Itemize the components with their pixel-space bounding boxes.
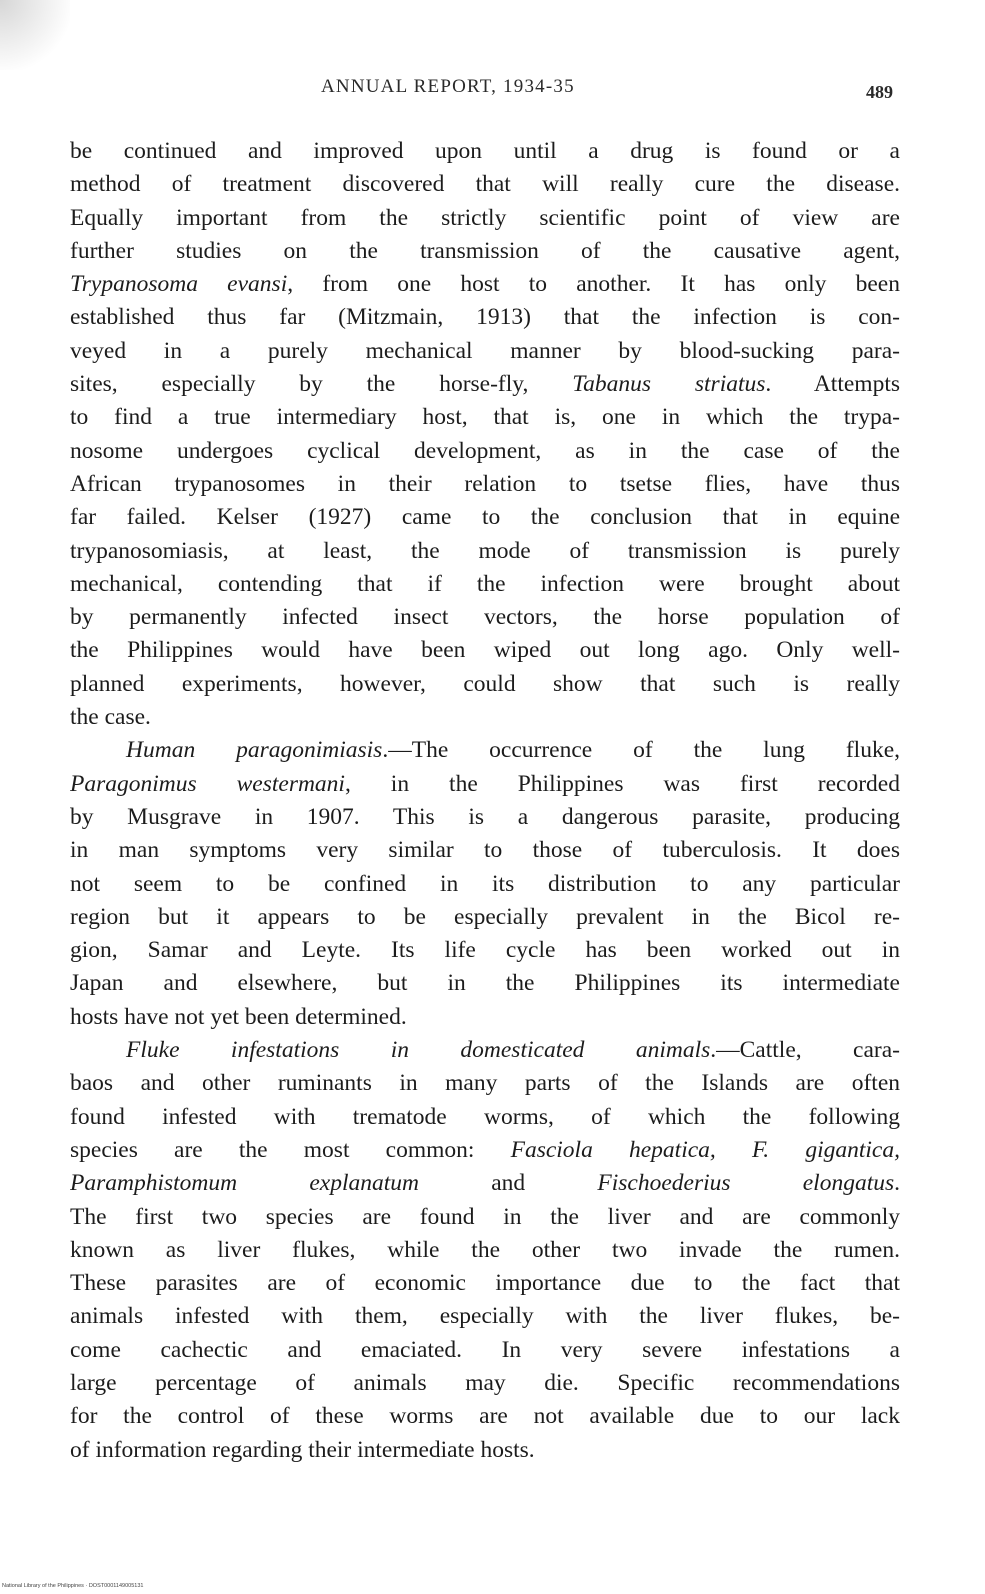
text-run: region but it appears to be especially prevalent in the Bicol re- — [70, 903, 900, 930]
text-run: . — [894, 1170, 900, 1197]
text-line — [70, 1134, 900, 1167]
text-run: trypanosomiasis, at least, the mode of transmission is purely — [70, 537, 900, 564]
text-run: method of treatment discovered that will really cure the disease. — [70, 171, 900, 198]
paragraph-human-paragonimiasis — [70, 734, 900, 1034]
page-number: 489 — [866, 82, 893, 102]
footer-credit: National Library of the Philippines · DOST0001149005131 — [2, 1583, 144, 1589]
text-run: planned experiments, however, could show that such is really — [70, 670, 900, 697]
text-line — [70, 501, 900, 534]
text-run: come cachectic and emaciated. In very severe infestations a — [70, 1336, 900, 1363]
text-run: . Attempts — [765, 371, 900, 398]
text-run: to find a true intermediary host, that is, one in which the trypa- — [70, 404, 900, 431]
text-line — [70, 868, 900, 901]
text-run: far failed. Kelser (1927) came to the conclusion that in equine — [70, 504, 900, 531]
italic-text-run: Trypanosoma evansi — [70, 271, 288, 298]
text-line — [70, 202, 900, 235]
text-run: and — [418, 1170, 598, 1197]
paragraph-fluke-infestations — [70, 1034, 900, 1467]
text-line — [70, 1267, 900, 1300]
text-run: hosts have not yet been determined. — [70, 1003, 407, 1030]
text-run: the Philippines would have been wiped out long ago. Only well- — [70, 637, 900, 664]
text-line — [70, 668, 900, 701]
text-line — [70, 1201, 900, 1234]
text-run: found infested with trematode worms, of which the following — [70, 1103, 900, 1130]
scan-corner-shadow — [0, 0, 70, 70]
text-run: African trypanosomes in their relation to tsetse flies, have thus — [70, 470, 900, 497]
italic-text-run: Fluke infestations in domesticated animals — [126, 1037, 711, 1064]
text-run: large percentage of animals may die. Specific recommendations — [70, 1369, 900, 1396]
running-head: ANNUAL REPORT, 1934-35 — [321, 76, 575, 97]
italic-text-run: Fasciola hepatica, F. gigantica, — [510, 1136, 900, 1163]
text-run: , from one host to another. It has only been — [287, 271, 900, 298]
italic-text-run: Paragonimus westermani — [70, 770, 345, 797]
text-run: baos and other ruminants in many parts of the Islands are often — [70, 1070, 900, 1097]
italic-text-run: Tabanus striatus — [572, 371, 766, 398]
text-run: animals infested with them, especially with the liver flukes, be- — [70, 1303, 900, 1330]
text-line — [70, 768, 900, 801]
text-line — [70, 1067, 900, 1100]
italic-text-run: Paramphistomum explanatum — [70, 1170, 419, 1197]
text-run: in man symptoms very similar to those of tuberculosis. It does — [70, 837, 900, 864]
text-line — [70, 135, 900, 168]
text-line — [70, 934, 900, 967]
text-run: established thus far (Mitzmain, 1913) that the infection is con- — [70, 304, 900, 331]
text-line — [70, 335, 900, 368]
text-line — [70, 1300, 900, 1333]
text-line — [70, 967, 900, 1000]
text-run: .—The occurrence of the lung fluke, — [382, 737, 900, 764]
paragraph-trypanosomiasis — [70, 135, 900, 734]
text-run: Equally important from the strictly scientific point of view are — [70, 204, 900, 231]
text-run: by Musgrave in 1907. This is a dangerous parasite, producing — [70, 803, 900, 830]
text-line — [70, 1434, 900, 1467]
text-run: The first two species are found in the liver and are commonly — [70, 1203, 900, 1230]
text-line — [70, 435, 900, 468]
text-line — [70, 834, 900, 867]
text-run: known as liver flukes, while the other two invade the rumen. — [70, 1236, 900, 1263]
text-line — [70, 601, 900, 634]
text-line — [70, 734, 900, 767]
text-line — [70, 468, 900, 501]
text-run: These parasites are of economic importance due to the fact that — [70, 1270, 900, 1297]
text-run: species are the most common: — [70, 1136, 511, 1163]
text-line — [70, 401, 900, 434]
italic-text-run: Human paragonimiasis — [126, 737, 383, 764]
text-line — [70, 1167, 900, 1200]
text-line — [70, 301, 900, 334]
text-run: mechanical, contending that if the infection were brought about — [70, 570, 900, 597]
text-run: Japan and elsewhere, but in the Philippines its intermediate — [70, 970, 900, 997]
text-line — [70, 368, 900, 401]
text-run: , in the Philippines was first recorded — [344, 770, 900, 797]
text-line — [70, 701, 900, 734]
text-line — [70, 168, 900, 201]
text-run: gion, Samar and Leyte. Its life cycle has been worked out in — [70, 937, 900, 964]
text-line — [70, 1334, 900, 1367]
text-line — [70, 1400, 900, 1433]
text-line — [70, 268, 900, 301]
text-line — [70, 1367, 900, 1400]
text-line — [70, 568, 900, 601]
italic-text-run: Fischoederius elongatus — [597, 1170, 895, 1197]
body-text — [70, 135, 900, 1467]
text-line — [70, 535, 900, 568]
text-run: be continued and improved upon until a drug is found or a — [70, 138, 900, 164]
text-run: of information regarding their intermediate hosts. — [70, 1436, 535, 1463]
text-line — [70, 1234, 900, 1267]
text-run: by permanently infected insect vectors, the horse population of — [70, 604, 900, 631]
text-line — [70, 1101, 900, 1134]
text-line — [70, 801, 900, 834]
text-line — [70, 1001, 900, 1034]
text-line — [70, 901, 900, 934]
text-run: for the control of these worms are not available due to our lack — [70, 1403, 900, 1430]
text-line — [70, 634, 900, 667]
text-run: veyed in a purely mechanical manner by blood-sucking para- — [70, 337, 900, 364]
text-line — [70, 1034, 900, 1067]
text-run: nosome undergoes cyclical development, as in the case of the — [70, 437, 900, 464]
text-run: sites, especially by the horse-fly, — [70, 371, 573, 398]
text-run: .—Cattle, cara- — [710, 1037, 900, 1064]
text-line — [70, 235, 900, 268]
text-run: not seem to be confined in its distribution to any particular — [70, 870, 900, 897]
text-run: the case. — [70, 704, 151, 731]
text-run: further studies on the transmission of the causative agent, — [70, 237, 900, 264]
